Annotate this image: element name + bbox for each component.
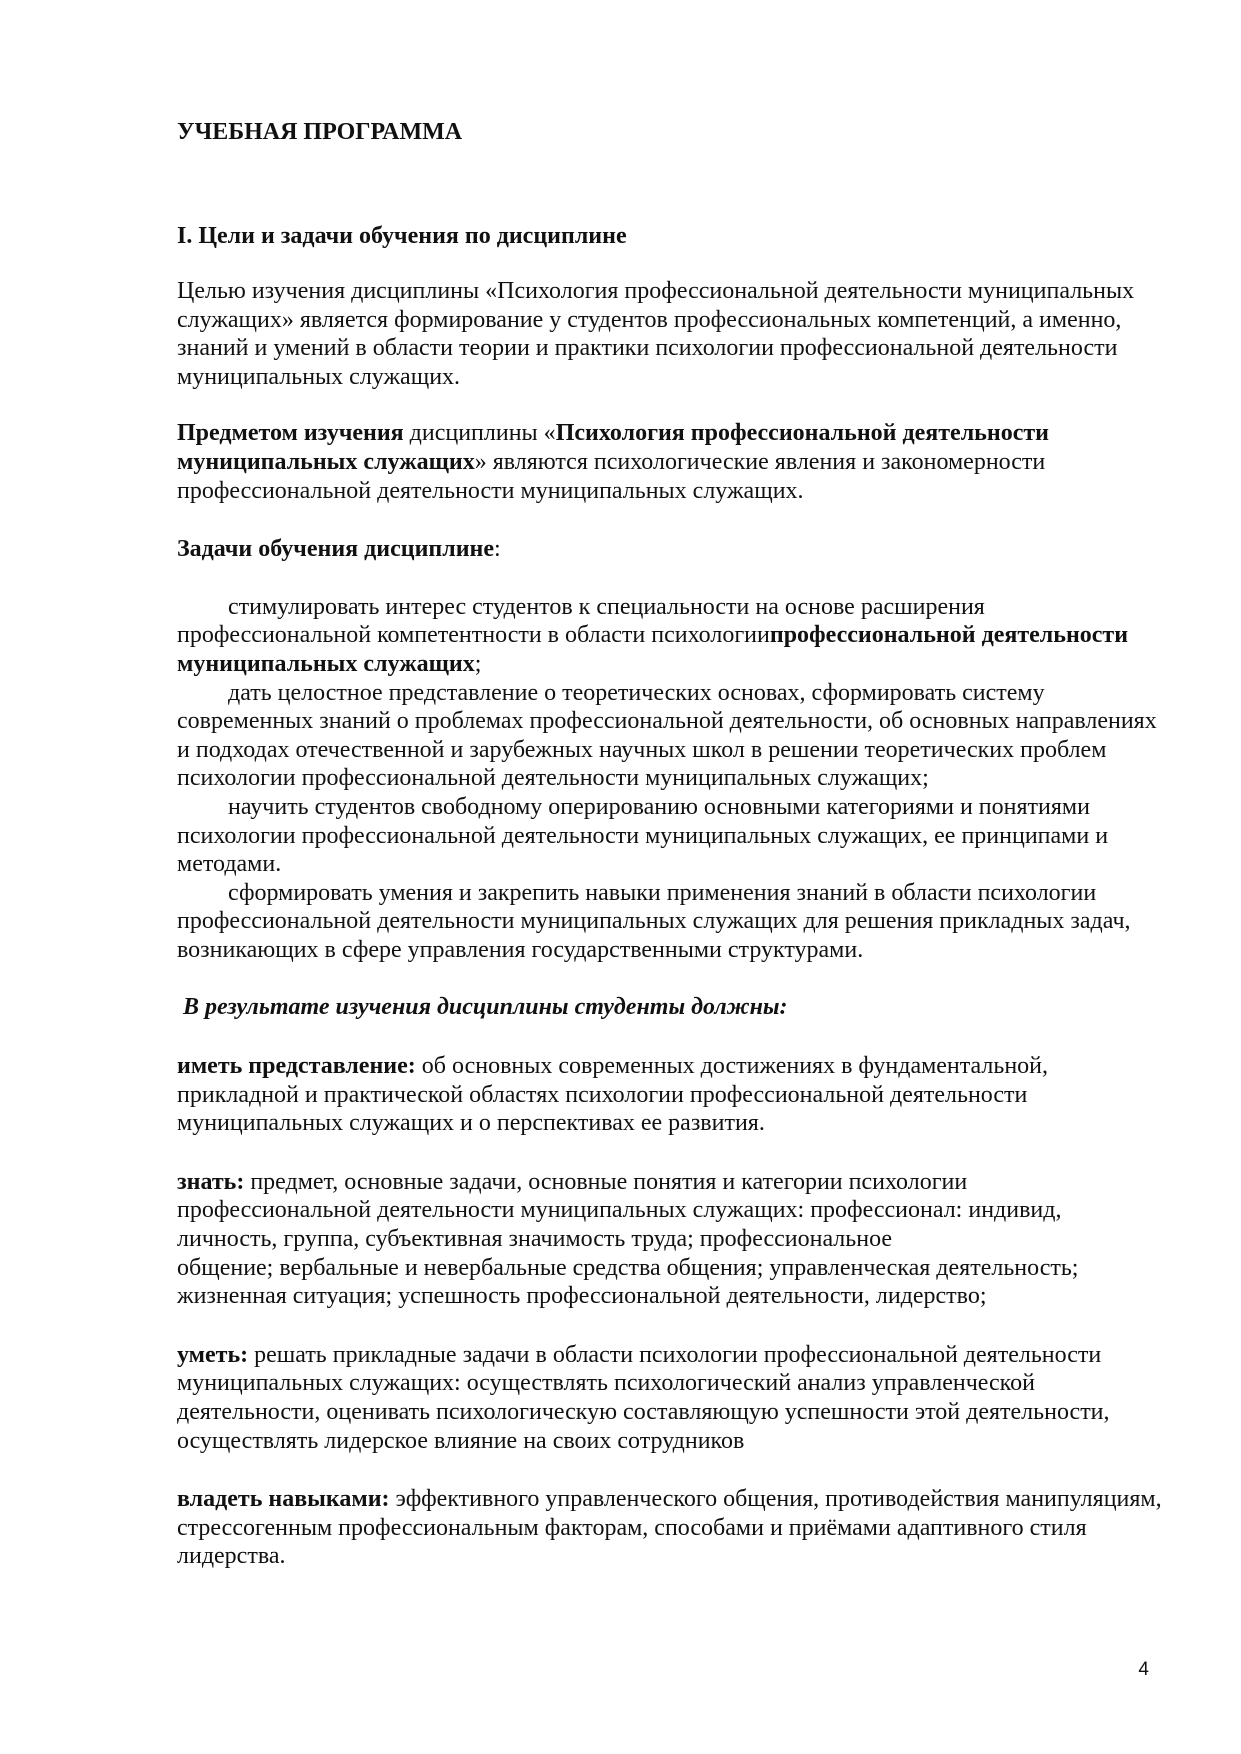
requirement-text: решать прикладные задачи в области психологии профессиональной деятельности муниципальных служащих: осуществлять психологический анализ управленческой деятельности, оценивать психологическую составляющую успешности этой деятельности, осуществлять лидерское влияние на своих сотрудников xyxy=(177,1341,1110,1454)
requirement-know xyxy=(177,1168,1167,1311)
requirement-skills xyxy=(177,1485,1167,1571)
requirement-idea xyxy=(177,1052,1167,1138)
task-list xyxy=(177,593,1167,965)
requirement-text: эффективного управленческого общения, противодействия манипуляциям, стрессогенным профессиональным факторам, способами и приёмами адаптивного стиля лидерства. xyxy=(177,1486,1162,1570)
requirement-label: знать: xyxy=(177,1168,245,1195)
tasks-heading xyxy=(177,535,1167,564)
page-number: 4 xyxy=(1138,1659,1149,1680)
task-item-tail: ; xyxy=(474,650,482,677)
requirement-label: владеть навыками: xyxy=(177,1486,390,1513)
results-heading: В результате изучения дисциплины студенты должны: xyxy=(183,994,788,1021)
subject-discipline: Психология профессиональной деятельности муниципальных служащих xyxy=(177,420,1049,475)
page-content xyxy=(177,118,1167,1571)
requirement-text-continued: общение; вербальные и невербальные средства общения; управленческая деятельность; жизненная ситуация; успешность профессиональной деятельности, лидерство; xyxy=(177,1254,1079,1310)
subject-text-2: » являются психологические явления и закономерности профессиональной деятельности муниципальных служащих. xyxy=(177,448,1046,504)
task-item: дать целостное представление о теоретических основах, сформировать систему современных знаний о проблемах профессиональной деятельности, об основных направлениях и подходах отечественной и зарубежных научных школ в решении теоретических проблем психологии профессиональной деятельности муниципальных служащих; xyxy=(177,679,1157,792)
subject-paragraph xyxy=(177,419,1167,505)
subject-lead: Предметом изучения xyxy=(177,420,404,447)
document-title: УЧЕБНАЯ ПРОГРАММА xyxy=(177,119,463,145)
requirement-label: иметь представление: xyxy=(177,1053,416,1080)
task-item-bold: профессиональной деятельности муниципальных служащих xyxy=(177,622,1129,677)
task-item: сформировать умения и закрепить навыки применения знаний в области психологии профессиональной деятельности муниципальных служащих для решения прикладных задач, возникающих в сфере управления государственными структурами. xyxy=(177,879,1131,963)
subject-text-1: дисциплины « xyxy=(403,420,556,447)
section-title: I. Цели и задачи обучения по дисциплине xyxy=(177,223,627,249)
task-item-text: стимулировать интерес студентов к специальности на основе расширения профессиональной компетентности в области психологии xyxy=(177,593,985,649)
tasks-heading-bold: Задачи обучения дисциплине xyxy=(177,536,495,563)
requirement-can xyxy=(177,1341,1167,1455)
task-item xyxy=(177,593,1167,679)
requirement-text: предмет, основные задачи, основные понятия и категории психологии профессиональной деятельности муниципальных служащих: профессионал: индивид, личность, группа, субъективная значимость труда; профессиональное xyxy=(177,1168,1062,1253)
tasks-heading-tail: : xyxy=(494,536,501,563)
task-item: научить студентов свободному оперированию основными категориями и понятиями психологии профессиональной деятельности муниципальных служащих, ее принципами и методами. xyxy=(177,793,1109,878)
requirement-label: уметь: xyxy=(177,1341,249,1368)
goal-paragraph: Целью изучения дисциплины «Психология профессиональной деятельности муниципальных служащих» является формирование у студентов профессиональных компетенций, а именно, знаний и умений в области теории и практики психологии профессиональной деятельности муниципальных служащих. xyxy=(177,278,1135,390)
requirement-text: об основных современных достижениях в фундаментальной, прикладной и практической областях психологии профессиональной деятельности муниципальных служащих и о перспективах ее развития. xyxy=(177,1053,1049,1137)
